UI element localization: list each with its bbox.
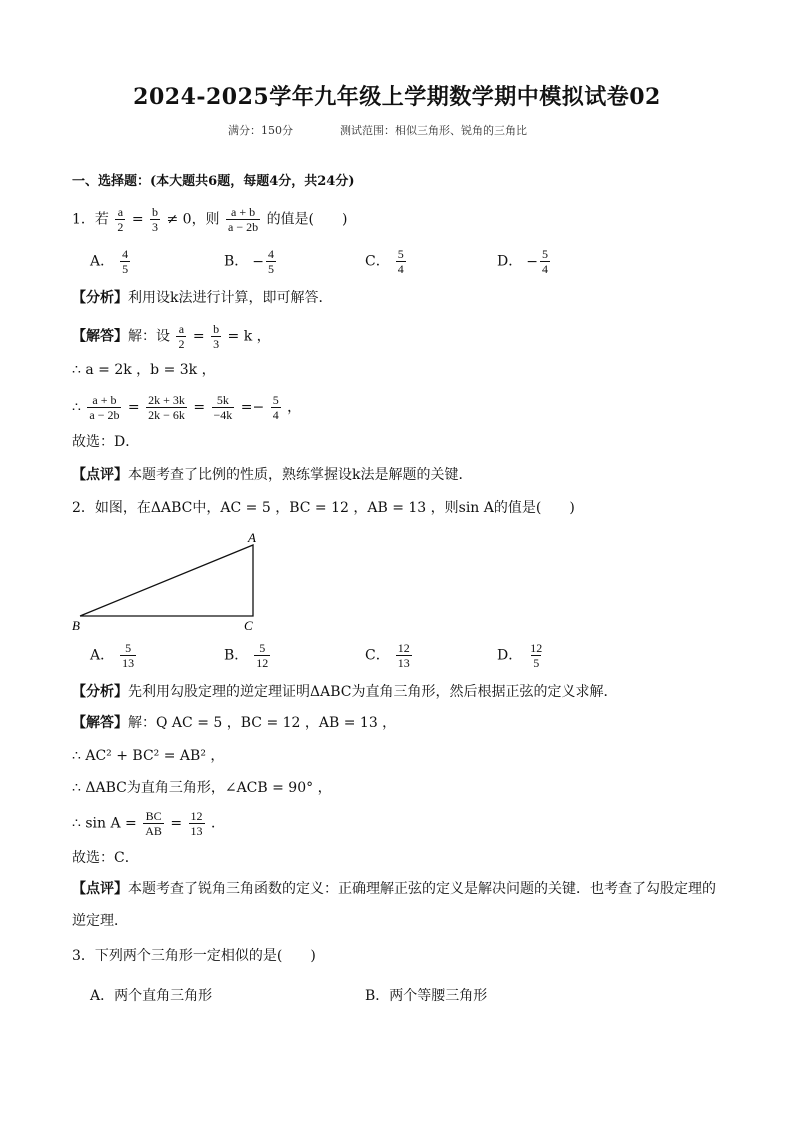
fraction: $\frac{b}{3}$ (152, 205, 159, 234)
fraction: $\frac{a}{2}$ (117, 205, 124, 234)
q3-stem: 3．下列两个三角形一定相似的是( ) (72, 948, 316, 964)
triangle-figure (70, 528, 270, 638)
triangle-abc (80, 545, 253, 616)
q2-stem: 2．如图，在ΔABC中，AC = 5 ，BC = 12 ，AB = 13 ，则sin A的值是( ) (72, 500, 575, 516)
page-title: 2024-2025学年九年级上学期数学期中模拟试卷02 (133, 84, 661, 110)
total-score: 满分：150分 (228, 124, 293, 137)
q2-step1: ∴ AC² + BC² = AB² ， (72, 748, 225, 764)
q3-option-b: B．两个等腰三角形 (365, 988, 488, 1004)
q1-option-c: C． $\frac{5}{4}$ (365, 247, 404, 276)
vertex-b-label: B (72, 618, 80, 633)
q3-option-a: A．两个直角三角形 (90, 988, 213, 1004)
q2-step3: ∴ sin A = $\frac{BC}{AB}$ = $\frac{12}{13}$ ． (72, 809, 225, 838)
q2-comment: 【点评】本题考查了锐角三角函数的定义：正确理解正弦的定义是解决问题的关键．也考查了勾股定理的 (72, 881, 716, 897)
fraction: $\frac{a + b}{a - 2b}$ (228, 205, 259, 234)
q2-option-d: D． $\frac{12}{5}$ (497, 641, 543, 670)
q1-stem-pre: 1．若 (72, 211, 109, 228)
q1-solution: 【解答】解：设 $\frac{a}{2}$ = $\frac{b}{3}$ = k ， (72, 322, 271, 351)
q2-analysis: 【分析】先利用勾股定理的逆定理证明ΔABC为直角三角形，然后根据正弦的定义求解． (72, 684, 618, 700)
q1-option-b: B． − $\frac{4}{5}$ (224, 247, 275, 276)
q2-option-c: C． $\frac{12}{13}$ (365, 641, 410, 670)
q1-step2: ∴ $\frac{a + b}{a - 2b}$ = $\frac{2k + 3k}{2k - 6k}$ = $\frac{5k}{-4k}$ =− $\frac{5}{4}$ ， (72, 393, 302, 422)
section-header: 一、选择题：(本大题共6题，每题4分，共24分) (72, 174, 355, 189)
test-scope: 测试范围：相似三角形、锐角的三角比 (340, 124, 527, 137)
q1-stem: 1．若 $\frac{a}{2}$ = $\frac{b}{3}$ ≠ 0，则 $\frac{a + b}{a - 2b}$ 的值是( ) (72, 205, 348, 234)
q1-option-a: A． $\frac{4}{5}$ (90, 247, 129, 276)
q2-solution: 【解答】解：Q AC = 5 ，BC = 12 ，AB = 13 ， (72, 715, 397, 731)
q2-option-a: A． $\frac{5}{13}$ (90, 641, 135, 670)
vertex-c-label: C (244, 618, 253, 633)
q2-answer: 故选：C． (72, 850, 139, 866)
q2-option-b: B． $\frac{5}{12}$ (224, 641, 269, 670)
q1-analysis: 【分析】利用设k法进行计算，即可解答． (72, 290, 333, 306)
q1-step1: ∴ a = 2k ，b = 3k ， (72, 362, 216, 378)
q1-answer: 故选：D． (72, 434, 140, 450)
q1-comment: 【点评】本题考查了比例的性质，熟练掌握设k法是解题的关键． (72, 467, 473, 483)
q2-step2: ∴ ΔABC为直角三角形，∠ACB = 90° ， (72, 780, 332, 796)
q2-comment-cont: 逆定理． (72, 913, 128, 929)
q1-option-d: D． − $\frac{5}{4}$ (497, 247, 548, 276)
vertex-a-label: A (248, 530, 256, 545)
